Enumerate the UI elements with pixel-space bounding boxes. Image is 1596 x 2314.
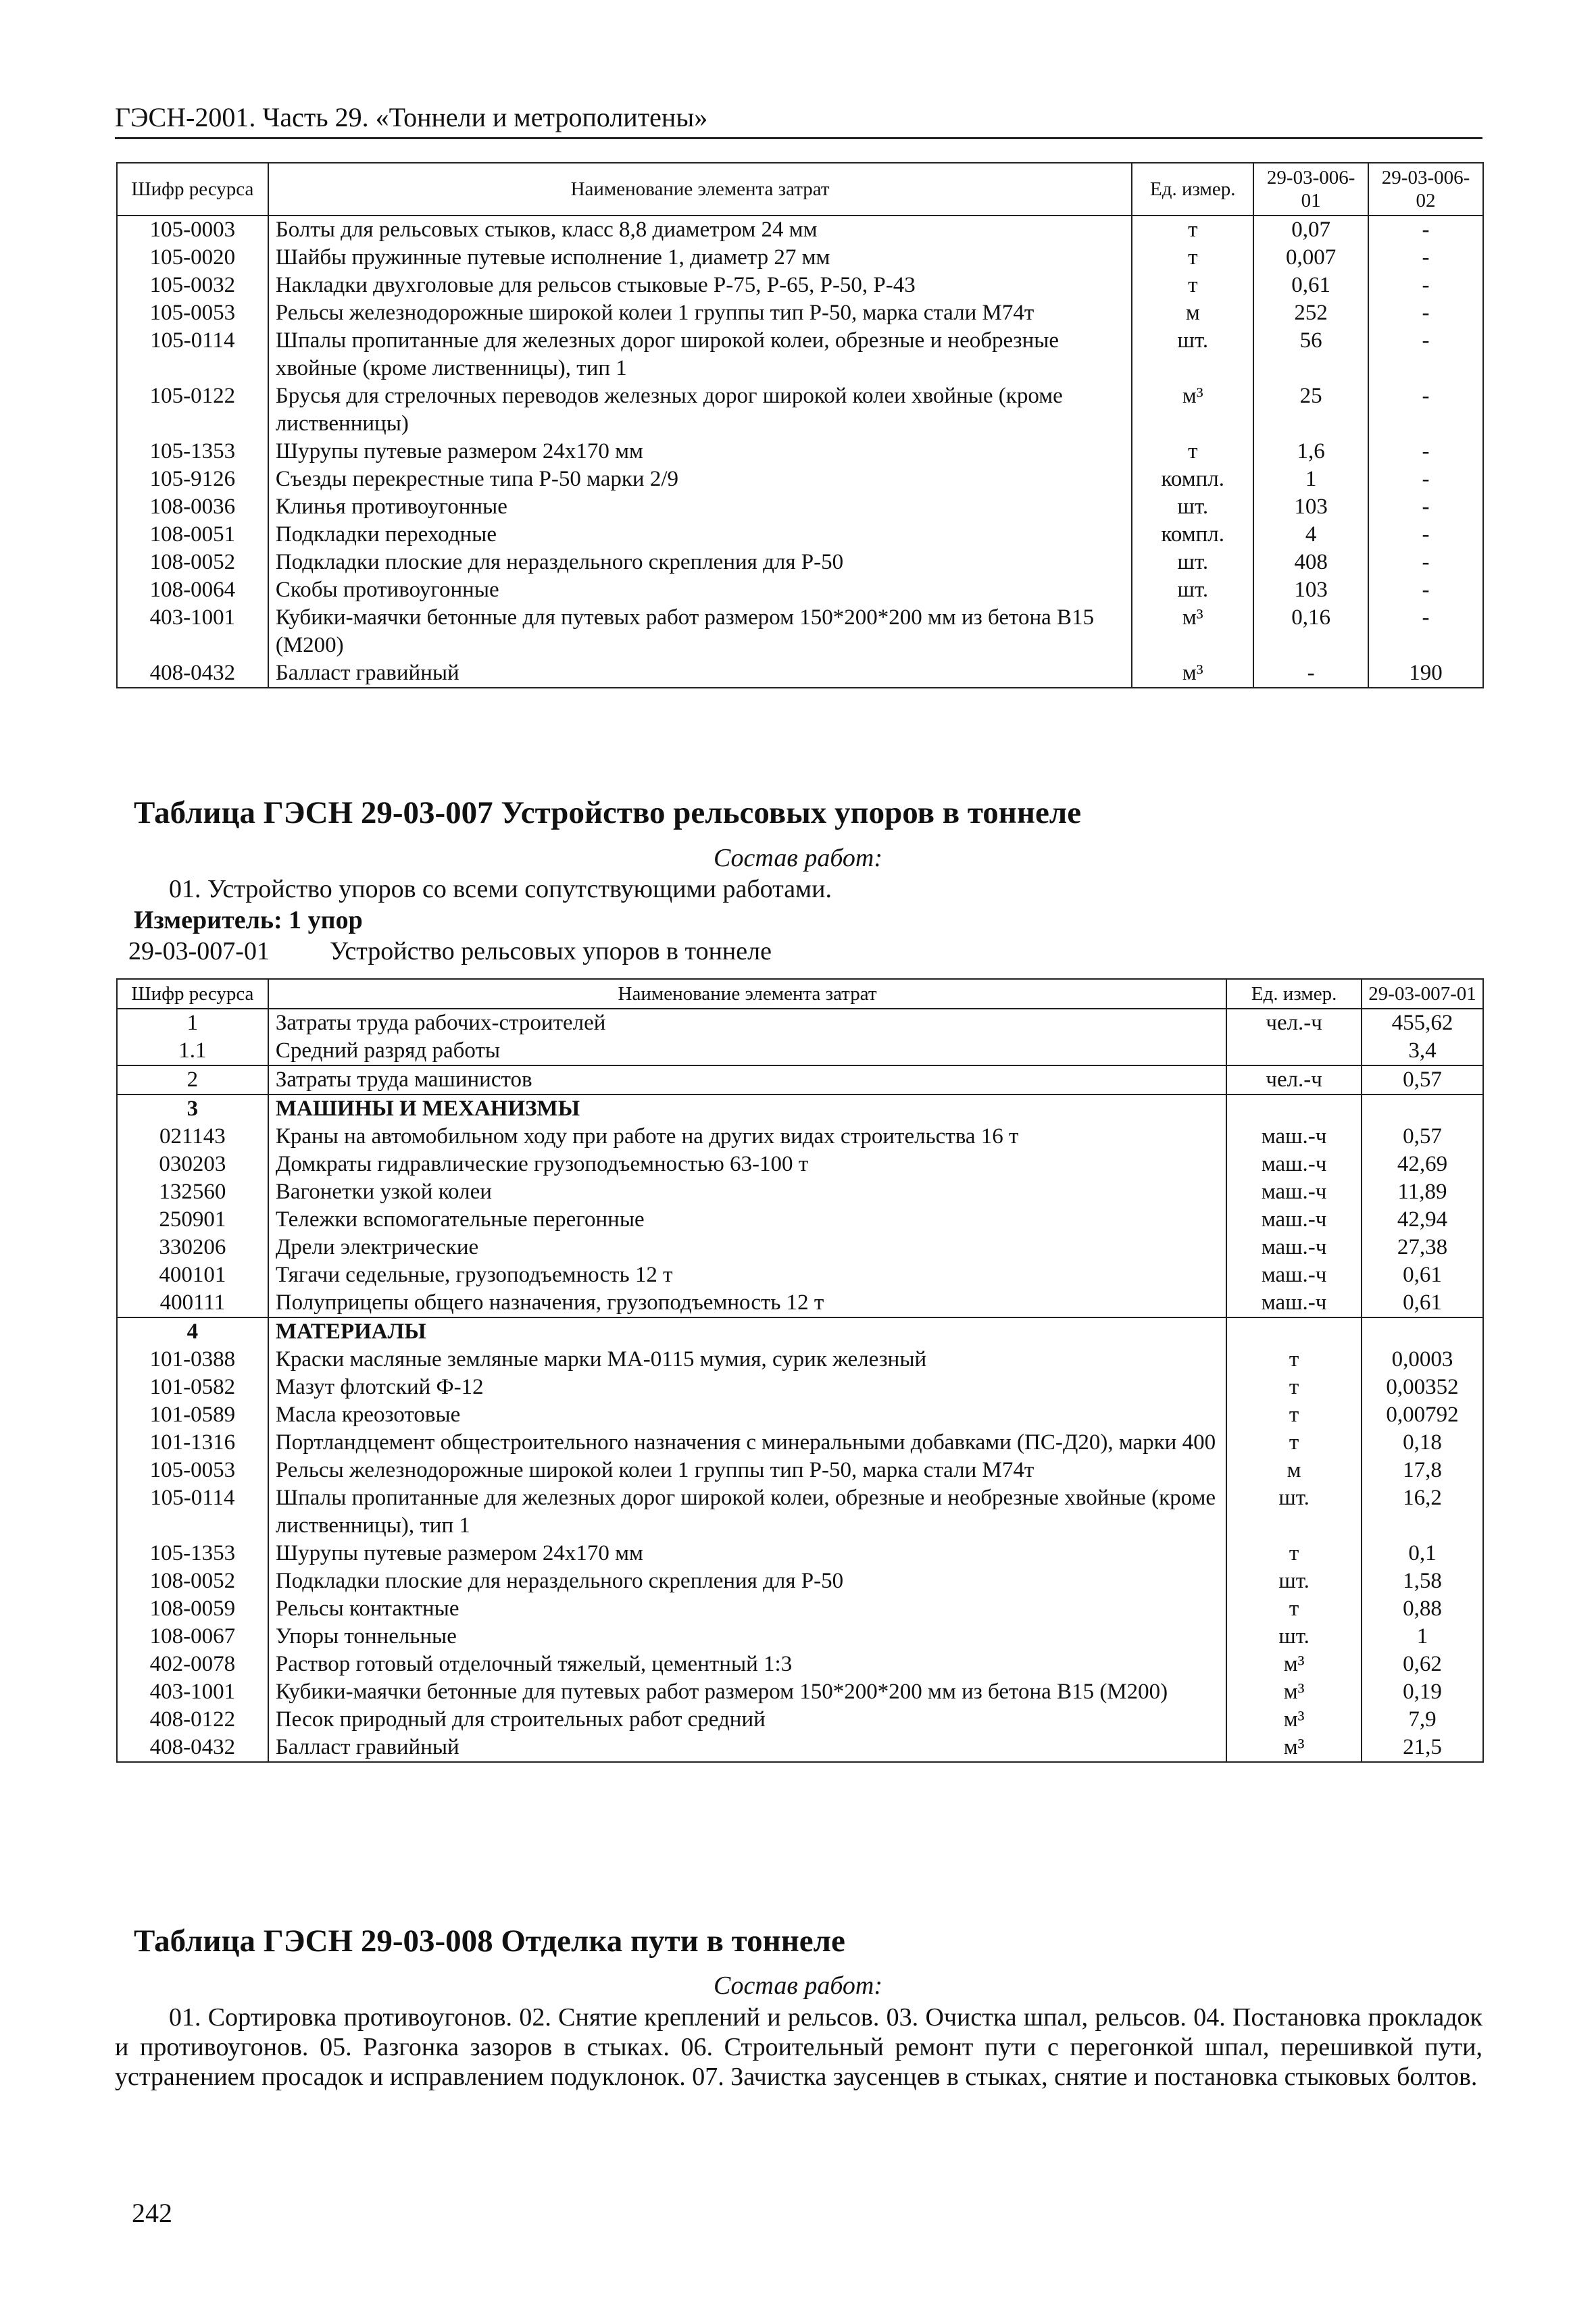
cell-value: 0,1 [1362, 1540, 1483, 1567]
cell-value-2: - [1368, 549, 1483, 576]
cell-value-2: - [1368, 576, 1483, 604]
cell-value: 0,0003 [1362, 1346, 1483, 1374]
cell-code: 108-0052 [117, 549, 268, 576]
cell-name: Подкладки плоские для нераздельного скрепления для Р-50 [268, 549, 1132, 576]
cell-value-1: 103 [1253, 576, 1368, 604]
cell-unit: т [1132, 216, 1253, 244]
table-header-row [117, 163, 1483, 216]
work-code-name: Устройство рельсовых упоров в тоннеле [330, 937, 772, 965]
cell-value: 455,62 [1362, 1009, 1483, 1037]
table-row [117, 1540, 1483, 1567]
cell-name: Песок природный для строительных работ средний [268, 1706, 1226, 1734]
cell-code: 403-1001 [117, 604, 268, 659]
cell-code: 3 [117, 1095, 268, 1123]
cell-unit: маш.-ч [1226, 1178, 1362, 1206]
cell-value-2: - [1368, 216, 1483, 244]
cell-value: 0,57 [1362, 1123, 1483, 1151]
cell-unit: т [1226, 1401, 1362, 1429]
table-row [117, 216, 1483, 244]
cell-value: 0,00352 [1362, 1374, 1483, 1401]
resource-table-006 [116, 162, 1484, 688]
cell-name: Кубики-маячки бетонные для путевых работ размером 150*200*200 мм из бетона В15 (М200) [268, 604, 1132, 659]
cell-code: 105-1353 [117, 1540, 268, 1567]
table-row [117, 1206, 1483, 1234]
cell-value-2: 190 [1368, 659, 1483, 688]
cell-name: Мазут флотский Ф-12 [268, 1374, 1226, 1401]
cell-value-2: - [1368, 244, 1483, 272]
cell-unit: т [1226, 1374, 1362, 1401]
cell-name: Шпалы пропитанные для железных дорог широкой колеи, обрезные и необрезные хвойные (кроме лиственницы), тип 1 [268, 327, 1132, 382]
cell-value: 0,19 [1362, 1678, 1483, 1706]
cell-value-2: - [1368, 382, 1483, 438]
cell-code: 105-0122 [117, 382, 268, 438]
cell-name: Шайбы пружинные путевые исполнение 1, диаметр 27 мм [268, 244, 1132, 272]
col-header-code: Шифр ресурса [117, 163, 268, 216]
cell-name: Съезды перекрестные типа Р-50 марки 2/9 [268, 466, 1132, 493]
cell-name: Тележки вспомогательные перегонные [268, 1206, 1226, 1234]
composition-text-007: 01. Устройство упоров со всеми сопутствующими работами. [169, 875, 832, 903]
table-row [117, 1261, 1483, 1289]
cell-name: Шпалы пропитанные для железных дорог широкой колеи, обрезные и необрезные хвойные (кроме лиственницы), тип 1 [268, 1484, 1226, 1540]
table-row [117, 1623, 1483, 1651]
cell-unit: чел.-ч [1226, 1009, 1362, 1037]
col-header-name: Наименование элемента затрат [268, 979, 1226, 1009]
table-row [117, 272, 1483, 299]
table-row [117, 1234, 1483, 1261]
cell-code: 108-0036 [117, 493, 268, 521]
cell-code: 1.1 [117, 1037, 268, 1065]
cell-name: Брусья для стрелочных переводов железных дорог широкой колеи хвойные (кроме лиственницы) [268, 382, 1132, 438]
cell-name: Шурупы путевые размером 24х170 мм [268, 1540, 1226, 1567]
cell-name: Подкладки переходные [268, 521, 1132, 549]
cell-name: Краски масляные земляные марки МА-0115 мумия, сурик железный [268, 1346, 1226, 1374]
col-header-unit: Ед. измер. [1226, 979, 1362, 1009]
cell-name: Кубики-маячки бетонные для путевых работ размером 150*200*200 мм из бетона В15 (М200) [268, 1678, 1226, 1706]
table-row [117, 382, 1483, 438]
cell-name: Средний разряд работы [268, 1037, 1226, 1065]
table-row [117, 1595, 1483, 1623]
cell-name: Домкраты гидравлические грузоподъемностью 63-100 т [268, 1151, 1226, 1178]
cell-value: 0,61 [1362, 1289, 1483, 1317]
cell-value: 42,94 [1362, 1206, 1483, 1234]
cell-value-1: 0,07 [1253, 216, 1368, 244]
cell-unit: т [1132, 244, 1253, 272]
cell-value [1362, 1317, 1483, 1346]
meter-label: Измеритель: 1 упор [134, 906, 363, 934]
cell-code: 105-0003 [117, 216, 268, 244]
table-row [117, 1651, 1483, 1678]
table-row [117, 244, 1483, 272]
cell-unit: маш.-ч [1226, 1289, 1362, 1317]
resource-table-007 [116, 978, 1484, 1763]
table-row [117, 1429, 1483, 1457]
cell-unit: маш.-ч [1226, 1234, 1362, 1261]
cell-name: Скобы противоугонные [268, 576, 1132, 604]
cell-unit: м³ [1226, 1706, 1362, 1734]
table-row [117, 1706, 1483, 1734]
cell-code: 030203 [117, 1151, 268, 1178]
cell-value: 42,69 [1362, 1151, 1483, 1178]
cell-name: Тягачи седельные, грузоподъемность 12 т [268, 1261, 1226, 1289]
cell-unit: шт. [1226, 1567, 1362, 1595]
cell-value: 17,8 [1362, 1457, 1483, 1484]
cell-code: 105-0032 [117, 272, 268, 299]
cell-name: Вагонетки узкой колеи [268, 1178, 1226, 1206]
cell-name: Затраты труда машинистов [268, 1065, 1226, 1095]
cell-code: 330206 [117, 1234, 268, 1261]
table-row [117, 438, 1483, 466]
table-row [117, 493, 1483, 521]
cell-value: 1 [1362, 1623, 1483, 1651]
cell-value: 0,62 [1362, 1651, 1483, 1678]
cell-code: 400111 [117, 1289, 268, 1317]
cell-unit: м³ [1132, 382, 1253, 438]
cell-unit: т [1226, 1540, 1362, 1567]
table-row [117, 1289, 1483, 1317]
table-row [117, 1065, 1483, 1095]
cell-unit: т [1226, 1429, 1362, 1457]
cell-unit: м³ [1226, 1734, 1362, 1762]
col-header-code: Шифр ресурса [117, 979, 268, 1009]
section-title-007: Таблица ГЭСН 29-03-007 Устройство рельсовых упоров в тоннеле [134, 795, 1082, 830]
table-row [117, 576, 1483, 604]
col-header-value: 29-03-007-01 [1362, 979, 1483, 1009]
cell-name: МАШИНЫ И МЕХАНИЗМЫ [268, 1095, 1226, 1123]
cell-value: 16,2 [1362, 1484, 1483, 1540]
cell-unit: т [1226, 1595, 1362, 1623]
cell-unit: маш.-ч [1226, 1123, 1362, 1151]
table-row [117, 1374, 1483, 1401]
work-code: 29-03-007-01 [128, 937, 270, 965]
cell-name: Рельсы железнодорожные широкой колеи 1 группы тип Р-50, марка стали М74т [268, 1457, 1226, 1484]
cell-unit: т [1226, 1346, 1362, 1374]
cell-value: 0,00792 [1362, 1401, 1483, 1429]
cell-code: 105-9126 [117, 466, 268, 493]
cell-value: 0,88 [1362, 1595, 1483, 1623]
cell-value-1: 56 [1253, 327, 1368, 382]
cell-code: 108-0052 [117, 1567, 268, 1595]
table-row [117, 1457, 1483, 1484]
cell-name: Балласт гравийный [268, 659, 1132, 688]
table-row [117, 659, 1483, 688]
cell-code: 2 [117, 1065, 268, 1095]
cell-unit [1226, 1317, 1362, 1346]
cell-unit: м [1226, 1457, 1362, 1484]
table-row [117, 1037, 1483, 1065]
cell-value: 0,57 [1362, 1065, 1483, 1095]
cell-code: 400101 [117, 1261, 268, 1289]
col-header-value-1: 29-03-006-01 [1253, 163, 1368, 216]
cell-value-1: 0,16 [1253, 604, 1368, 659]
cell-name: Масла креозотовые [268, 1401, 1226, 1429]
cell-code: 101-0582 [117, 1374, 268, 1401]
cell-value-2: - [1368, 604, 1483, 659]
cell-unit: шт. [1226, 1484, 1362, 1540]
cell-name: Дрели электрические [268, 1234, 1226, 1261]
table-row [117, 604, 1483, 659]
cell-unit: маш.-ч [1226, 1261, 1362, 1289]
cell-value-1: 1 [1253, 466, 1368, 493]
cell-value-1: 408 [1253, 549, 1368, 576]
cell-unit: маш.-ч [1226, 1206, 1362, 1234]
cell-code: 101-0388 [117, 1346, 268, 1374]
cell-code: 105-0114 [117, 1484, 268, 1540]
composition-label-007: Состав работ: [713, 844, 883, 872]
cell-value-1: 1,6 [1253, 438, 1368, 466]
cell-unit [1226, 1095, 1362, 1123]
cell-code: 105-0114 [117, 327, 268, 382]
cell-unit: компл. [1132, 521, 1253, 549]
table-row [117, 466, 1483, 493]
cell-unit: м³ [1226, 1651, 1362, 1678]
cell-name: Подкладки плоские для нераздельного скрепления для Р-50 [268, 1567, 1226, 1595]
cell-value [1362, 1095, 1483, 1123]
cell-code: 108-0059 [117, 1595, 268, 1623]
table-row [117, 549, 1483, 576]
cell-code: 105-0053 [117, 1457, 268, 1484]
cell-unit [1226, 1037, 1362, 1065]
table-row [117, 1123, 1483, 1151]
cell-code: 250901 [117, 1206, 268, 1234]
cell-value-1: 4 [1253, 521, 1368, 549]
cell-code: 105-1353 [117, 438, 268, 466]
cell-name: Шурупы путевые размером 24х170 мм [268, 438, 1132, 466]
cell-value-2: - [1368, 272, 1483, 299]
col-header-unit: Ед. измер. [1132, 163, 1253, 216]
cell-value-1: 25 [1253, 382, 1368, 438]
cell-value: 0,18 [1362, 1429, 1483, 1457]
cell-name: Раствор готовый отделочный тяжелый, цементный 1:3 [268, 1651, 1226, 1678]
section-title-008: Таблица ГЭСН 29-03-008 Отделка пути в тоннеле [134, 1923, 845, 1959]
cell-value-2: - [1368, 327, 1483, 382]
cell-code: 108-0067 [117, 1623, 268, 1651]
cell-value-1: 0,61 [1253, 272, 1368, 299]
cell-name: Рельсы железнодорожные широкой колеи 1 группы тип Р-50, марка стали М74т [268, 299, 1132, 327]
cell-code: 403-1001 [117, 1678, 268, 1706]
cell-value-2: - [1368, 466, 1483, 493]
cell-unit: шт. [1132, 327, 1253, 382]
cell-code: 105-0020 [117, 244, 268, 272]
cell-value: 0,61 [1362, 1261, 1483, 1289]
cell-code: 108-0064 [117, 576, 268, 604]
table-row [117, 1317, 1483, 1346]
table-header-row [117, 979, 1483, 1009]
cell-name: Упоры тоннельные [268, 1623, 1226, 1651]
table-row [117, 1484, 1483, 1540]
cell-code: 021143 [117, 1123, 268, 1151]
cell-value-1: 0,007 [1253, 244, 1368, 272]
cell-value-2: - [1368, 521, 1483, 549]
page-number: 242 [132, 2198, 172, 2228]
cell-value-2: - [1368, 438, 1483, 466]
table-row [117, 1567, 1483, 1595]
col-header-name: Наименование элемента затрат [268, 163, 1132, 216]
cell-unit: маш.-ч [1226, 1151, 1362, 1178]
cell-value: 27,38 [1362, 1234, 1483, 1261]
cell-code: 408-0432 [117, 659, 268, 688]
cell-name: Затраты труда рабочих-строителей [268, 1009, 1226, 1037]
cell-value-1: 252 [1253, 299, 1368, 327]
table-row [117, 521, 1483, 549]
cell-unit: т [1132, 438, 1253, 466]
table-row [117, 1734, 1483, 1762]
cell-value-1: - [1253, 659, 1368, 688]
col-header-value-2: 29-03-006-02 [1368, 163, 1483, 216]
cell-name: Полуприцепы общего назначения, грузоподъемность 12 т [268, 1289, 1226, 1317]
table-row [117, 327, 1483, 382]
cell-unit: м³ [1132, 604, 1253, 659]
cell-code: 4 [117, 1317, 268, 1346]
cell-name: Портландцемент общестроительного назначения с минеральными добавками (ПС-Д20), марки 400 [268, 1429, 1226, 1457]
cell-value-1: 103 [1253, 493, 1368, 521]
cell-code: 132560 [117, 1178, 268, 1206]
cell-value-2: - [1368, 493, 1483, 521]
cell-value-2: - [1368, 299, 1483, 327]
table-row [117, 1401, 1483, 1429]
cell-code: 408-0432 [117, 1734, 268, 1762]
cell-value: 1,58 [1362, 1567, 1483, 1595]
cell-code: 1 [117, 1009, 268, 1037]
cell-unit: т [1132, 272, 1253, 299]
table-row [117, 1678, 1483, 1706]
cell-unit: компл. [1132, 466, 1253, 493]
cell-code: 105-0053 [117, 299, 268, 327]
cell-code: 108-0051 [117, 521, 268, 549]
cell-code: 101-0589 [117, 1401, 268, 1429]
composition-label-008: Состав работ: [713, 1971, 883, 2000]
cell-unit: шт. [1132, 549, 1253, 576]
cell-value: 7,9 [1362, 1706, 1483, 1734]
page-header: ГЭСН-2001. Часть 29. «Тоннели и метрополитены» [115, 101, 1482, 139]
table-row [117, 1178, 1483, 1206]
cell-name: Краны на автомобильном ходу при работе на других видах строительства 16 т [268, 1123, 1226, 1151]
cell-unit: шт. [1132, 493, 1253, 521]
cell-name: Рельсы контактные [268, 1595, 1226, 1623]
cell-unit: чел.-ч [1226, 1065, 1362, 1095]
cell-value: 3,4 [1362, 1037, 1483, 1065]
cell-code: 101-1316 [117, 1429, 268, 1457]
table-row [117, 1346, 1483, 1374]
cell-unit: м [1132, 299, 1253, 327]
cell-unit: шт. [1132, 576, 1253, 604]
cell-value: 21,5 [1362, 1734, 1483, 1762]
table-row [117, 299, 1483, 327]
cell-name: Балласт гравийный [268, 1734, 1226, 1762]
cell-code: 402-0078 [117, 1651, 268, 1678]
cell-name: МАТЕРИАЛЫ [268, 1317, 1226, 1346]
table-row [117, 1009, 1483, 1037]
cell-unit: шт. [1226, 1623, 1362, 1651]
table-row [117, 1095, 1483, 1123]
cell-name: Клинья противоугонные [268, 493, 1132, 521]
cell-value: 11,89 [1362, 1178, 1483, 1206]
cell-name: Болты для рельсовых стыков, класс 8,8 диаметром 24 мм [268, 216, 1132, 244]
cell-code: 408-0122 [117, 1706, 268, 1734]
table-row [117, 1151, 1483, 1178]
cell-unit: м³ [1226, 1678, 1362, 1706]
cell-name: Накладки двухголовые для рельсов стыковые Р-75, Р-65, Р-50, Р-43 [268, 272, 1132, 299]
composition-text-008: 01. Сортировка противоугонов. 02. Снятие креплений и рельсов. 03. Очистка шпал, рельсов. 04. Постановка прокладок и противоугонов. 05. Разгонка зазоров в стыках. 06. Строительный ремонт пути с перегонкой шпал, перешивкой пути, устранением просадок и исправлением подуклонок. 07. Зачистка заусенцев в стыках, снятие и постановка стыковых болтов. [115, 2003, 1482, 2091]
cell-unit: м³ [1132, 659, 1253, 688]
